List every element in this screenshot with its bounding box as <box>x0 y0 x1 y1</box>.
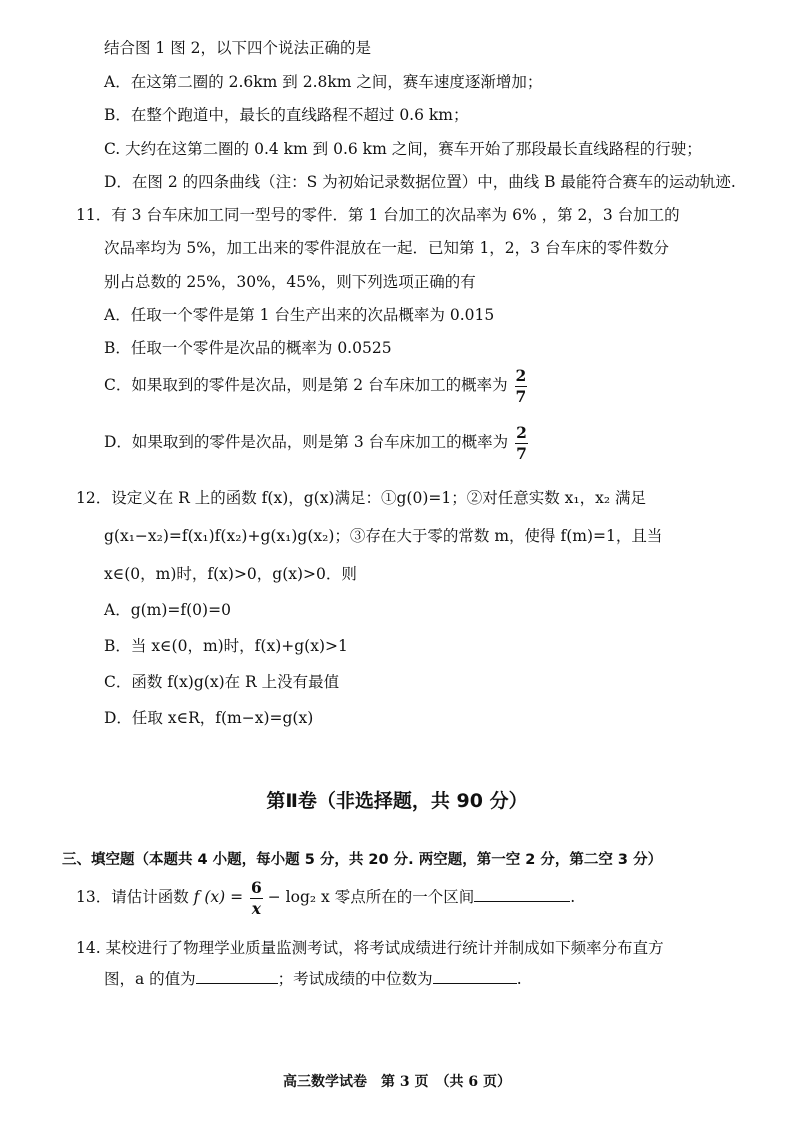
page-footer: 高三数学试卷 第 3 页 （共 6 页） <box>283 1074 511 1090</box>
q10-option-d: D．在图 2 的四条曲线（注：S 为初始记录数据位置）中，曲线 B 最能符合赛车的运动轨迹. <box>104 173 736 191</box>
q11-option-c <box>104 368 527 404</box>
q13-rest: − log₂ x 零点所在的一个区间 <box>267 888 475 906</box>
q14-text-a: 图，a 的值为 <box>104 970 196 988</box>
q12-option-d: D．任取 x∈R，f(m−x)=g(x) <box>104 709 314 727</box>
q12-stem-line3: x∈(0，m)时，f(x)>0，g(x)>0．则 <box>104 565 357 583</box>
q10-option-a: A．在这第二圈的 2.6km 到 2.8km 之间，赛车速度逐渐增加； <box>104 73 543 91</box>
q10-option-b: B．在整个跑道中，最长的直线路程不超过 0.6 km； <box>104 106 469 124</box>
fraction-numerator: 6 <box>251 878 262 897</box>
q11-option-d <box>104 425 528 461</box>
fraction-denominator: 7 <box>515 386 527 406</box>
q13-line <box>76 880 575 916</box>
fraction-two-sevenths <box>515 368 528 404</box>
part2-title: 第Ⅱ卷（非选择题，共 90 分） <box>266 790 528 812</box>
q11-option-b: B．任取一个零件是次品的概率为 0.0525 <box>104 339 392 357</box>
q12-stem-line2: g(x₁−x₂)=f(x₁)f(x₂)+g(x₁)g(x₂)；③存在大于零的常数 m，使得 f(m)=1，且当 <box>104 527 663 545</box>
q11-option-d-text: D．如果取到的零件是次品，则是第 3 台车床加工的概率为 <box>104 433 509 451</box>
q11-option-c-text: C．如果取到的零件是次品，则是第 2 台车床加工的概率为 <box>104 376 508 394</box>
q14-stem-line2 <box>104 967 522 989</box>
q12-stem-line1: 12．设定义在 R 上的函数 f(x)，g(x)满足：①g(0)=1；②对任意实数 x₁，x₂ 满足 <box>76 489 646 507</box>
q12-option-c: C．函数 f(x)g(x)在 R 上没有最值 <box>104 673 340 691</box>
q11-stem-line1: 11．有 3 台车床加工同一型号的零件．第 1 台加工的次品率为 6% ，第 2，3 台加工的 <box>76 206 680 224</box>
q11-stem-line2: 次品率均为 5%，加工出来的零件混放在一起．已知第 1，2，3 台车床的零件数分 <box>104 239 669 257</box>
answer-blank[interactable] <box>474 901 570 902</box>
q12-option-a: A．g(m)=f(0)=0 <box>104 601 231 619</box>
q13-end: . <box>570 888 576 906</box>
q12-option-b: B．当 x∈(0，m)时，f(x)+g(x)>1 <box>104 637 348 655</box>
fraction-two-sevenths <box>515 425 528 461</box>
answer-blank[interactable] <box>196 983 278 984</box>
q13-function-lhs: f (x) = <box>193 888 244 906</box>
fraction-six-over-x <box>250 880 263 916</box>
fraction-denominator: x <box>251 898 262 918</box>
q14-text-b: ；考试成绩的中位数为 <box>277 970 433 988</box>
q14-text-c: . <box>516 970 522 988</box>
q10-intro: 结合图 1 图 2，以下四个说法正确的是 <box>104 39 372 57</box>
q13-prefix: 13．请估计函数 <box>76 888 189 906</box>
fraction-numerator: 2 <box>515 366 527 385</box>
q14-stem-line1: 14. 某校进行了物理学业质量监测考试，将考试成绩进行统计并制成如下频率分布直方 <box>76 939 664 957</box>
fraction-numerator: 2 <box>516 423 527 442</box>
fraction-denominator: 7 <box>516 443 527 463</box>
section3-header: 三、填空题（本题共 4 小题，每小题 5 分，共 20 分. 两空题，第一空 2 分，第二空 3 分） <box>62 852 663 868</box>
answer-blank[interactable] <box>433 983 517 984</box>
q11-option-a: A．任取一个零件是第 1 台生产出来的次品概率为 0.015 <box>104 306 495 324</box>
q10-option-c: C. 大约在这第二圈的 0.4 km 到 0.6 km 之间，赛车开始了那段最长直线路程的行驶； <box>104 140 702 158</box>
q11-stem-line3: 别占总数的 25%，30%，45%，则下列选项正确的有 <box>104 273 476 291</box>
